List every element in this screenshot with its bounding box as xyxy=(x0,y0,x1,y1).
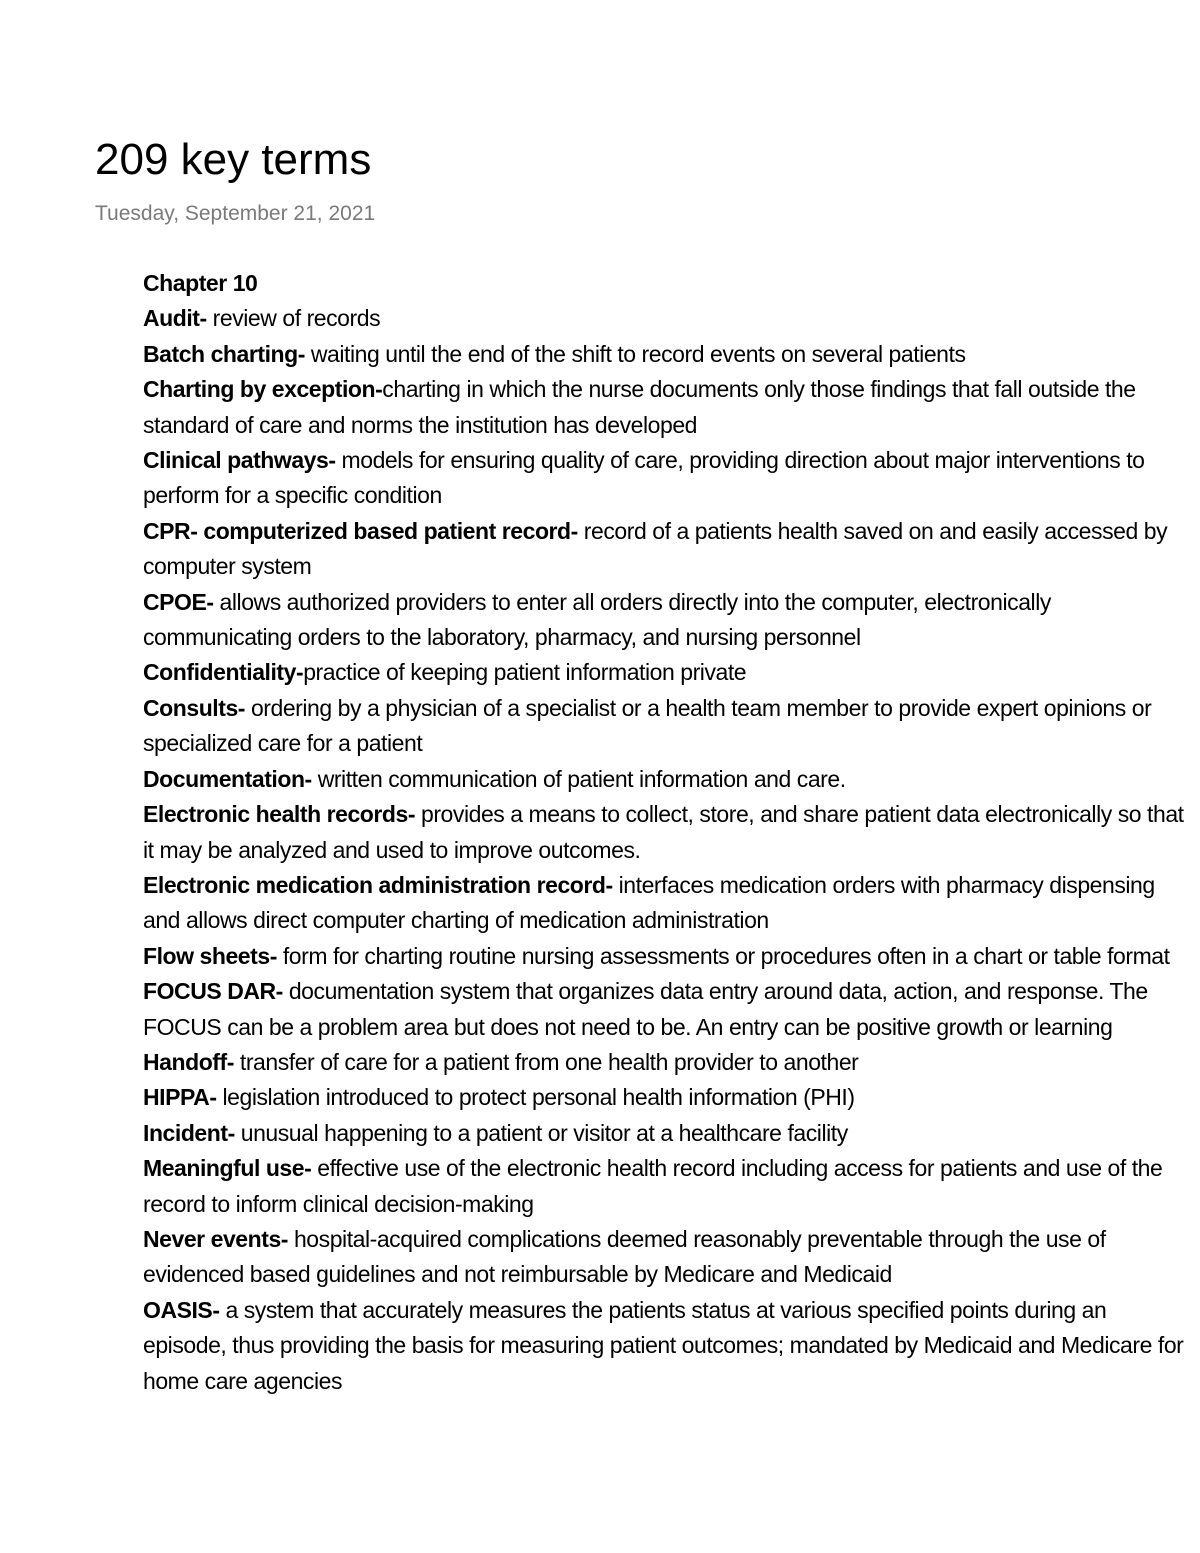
term-entry xyxy=(143,1116,1193,1151)
term-name: Never events- xyxy=(143,1225,289,1252)
page-date: Tuesday, September 21, 2021 xyxy=(95,202,376,225)
term-definition: ordering by a physician of a specialist or a health team member to provide expert opinions or specialized care for a patient xyxy=(143,694,1152,757)
term-name: Meaningful use- xyxy=(143,1155,312,1182)
term-entry xyxy=(143,939,1193,974)
term-name: FOCUS DAR- xyxy=(143,978,283,1005)
chapter-heading: Chapter 10 xyxy=(143,270,258,296)
term-entry xyxy=(143,585,1193,656)
term-name: Documentation- xyxy=(143,765,312,792)
term-entry xyxy=(143,1293,1193,1399)
term-name: Consults- xyxy=(143,694,245,721)
term-entry xyxy=(143,372,1193,443)
term-entry xyxy=(143,443,1193,514)
term-entry xyxy=(143,1222,1193,1293)
term-name: Clinical pathways- xyxy=(143,447,336,474)
term-name: Charting by exception- xyxy=(143,376,383,403)
term-definition: provides a means to collect, store, and share patient data electronically so that it may be analyzed and used to improve outcomes. xyxy=(143,801,1184,863)
term-definition: record of a patients health saved on and easily accessed by computer system xyxy=(143,517,1168,580)
term-name: Audit- xyxy=(143,305,207,332)
term-name: Flow sheets- xyxy=(143,942,277,969)
term-definition: charting in which the nurse documents only those findings that fall outside the standard of care and norms the institution has developed xyxy=(143,376,1136,438)
term-name: CPR- computerized based patient record- xyxy=(143,517,578,544)
term-entry xyxy=(143,868,1193,939)
terms-list xyxy=(143,266,1193,1441)
term-entry xyxy=(143,514,1193,585)
term-definition: review of records xyxy=(206,305,381,332)
term-definition: effective use of the electronic health record including access for patients and use of the record to inform clinical decision-making xyxy=(143,1155,1163,1217)
term-name: Batch charting- xyxy=(143,340,305,367)
term-entry xyxy=(143,655,1193,690)
term-definition: written communication of patient information and care. xyxy=(311,765,846,792)
term-entry xyxy=(143,797,1193,868)
term-entry xyxy=(143,691,1193,762)
term-entry xyxy=(143,1045,1193,1080)
term-definition: transfer of care for a patient from one health provider to another xyxy=(233,1048,859,1075)
term-entry xyxy=(143,974,1193,1045)
term-definition: allows authorized providers to enter all orders directly into the computer, electronically communicating orders to the laboratory, pharmacy, and nursing personnel xyxy=(143,588,1051,651)
term-definition: unusual happening to a patient or visitor at a healthcare facility xyxy=(234,1119,848,1146)
term-name: Incident- xyxy=(143,1119,235,1146)
term-definition: practice of keeping patient information private xyxy=(303,659,747,686)
term-name: CPOE- xyxy=(143,588,214,615)
term-entry xyxy=(143,337,1193,372)
term-entry xyxy=(143,1080,1193,1115)
term-name: Confidentiality- xyxy=(143,659,304,686)
term-name: Electronic medication administration record- xyxy=(143,871,613,898)
term-name: Electronic health records- xyxy=(143,801,416,828)
term-definition: form for charting routine nursing assessments or procedures often in a chart or table format xyxy=(276,942,1170,969)
term-name: Handoff- xyxy=(143,1048,234,1075)
term-definition: documentation system that organizes data entry around data, action, and response. The FOCUS can be a problem area but does not need to be. An entry can be positive growth or learning xyxy=(143,978,1148,1040)
term-definition: waiting until the end of the shift to record events on several patients xyxy=(304,340,966,367)
term-entry xyxy=(143,762,1193,797)
term-entry xyxy=(143,301,1193,336)
term-name: HIPPA- xyxy=(143,1084,217,1111)
term-definition: interfaces medication orders with pharmacy dispensing and allows direct computer charting of medication administration xyxy=(143,871,1155,934)
term-definition: legislation introduced to protect personal health information (PHI) xyxy=(216,1084,855,1111)
page-title: 209 key terms xyxy=(95,135,372,184)
term-definition: hospital-acquired complications deemed reasonably preventable through the use of evidenced based guidelines and not reimbursable by Medicare and Medicaid xyxy=(143,1225,1106,1288)
term-name: OASIS- xyxy=(143,1296,220,1323)
term-entry xyxy=(143,1151,1193,1222)
term-definition: models for ensuring quality of care, providing direction about major interventions to perform for a specific condition xyxy=(143,447,1145,509)
term-definition: a system that accurately measures the patients status at various specified points during an episode, thus providing the basis for measuring patient outcomes; mandated by Medicaid and Medicare for home care agencies xyxy=(143,1296,1184,1394)
